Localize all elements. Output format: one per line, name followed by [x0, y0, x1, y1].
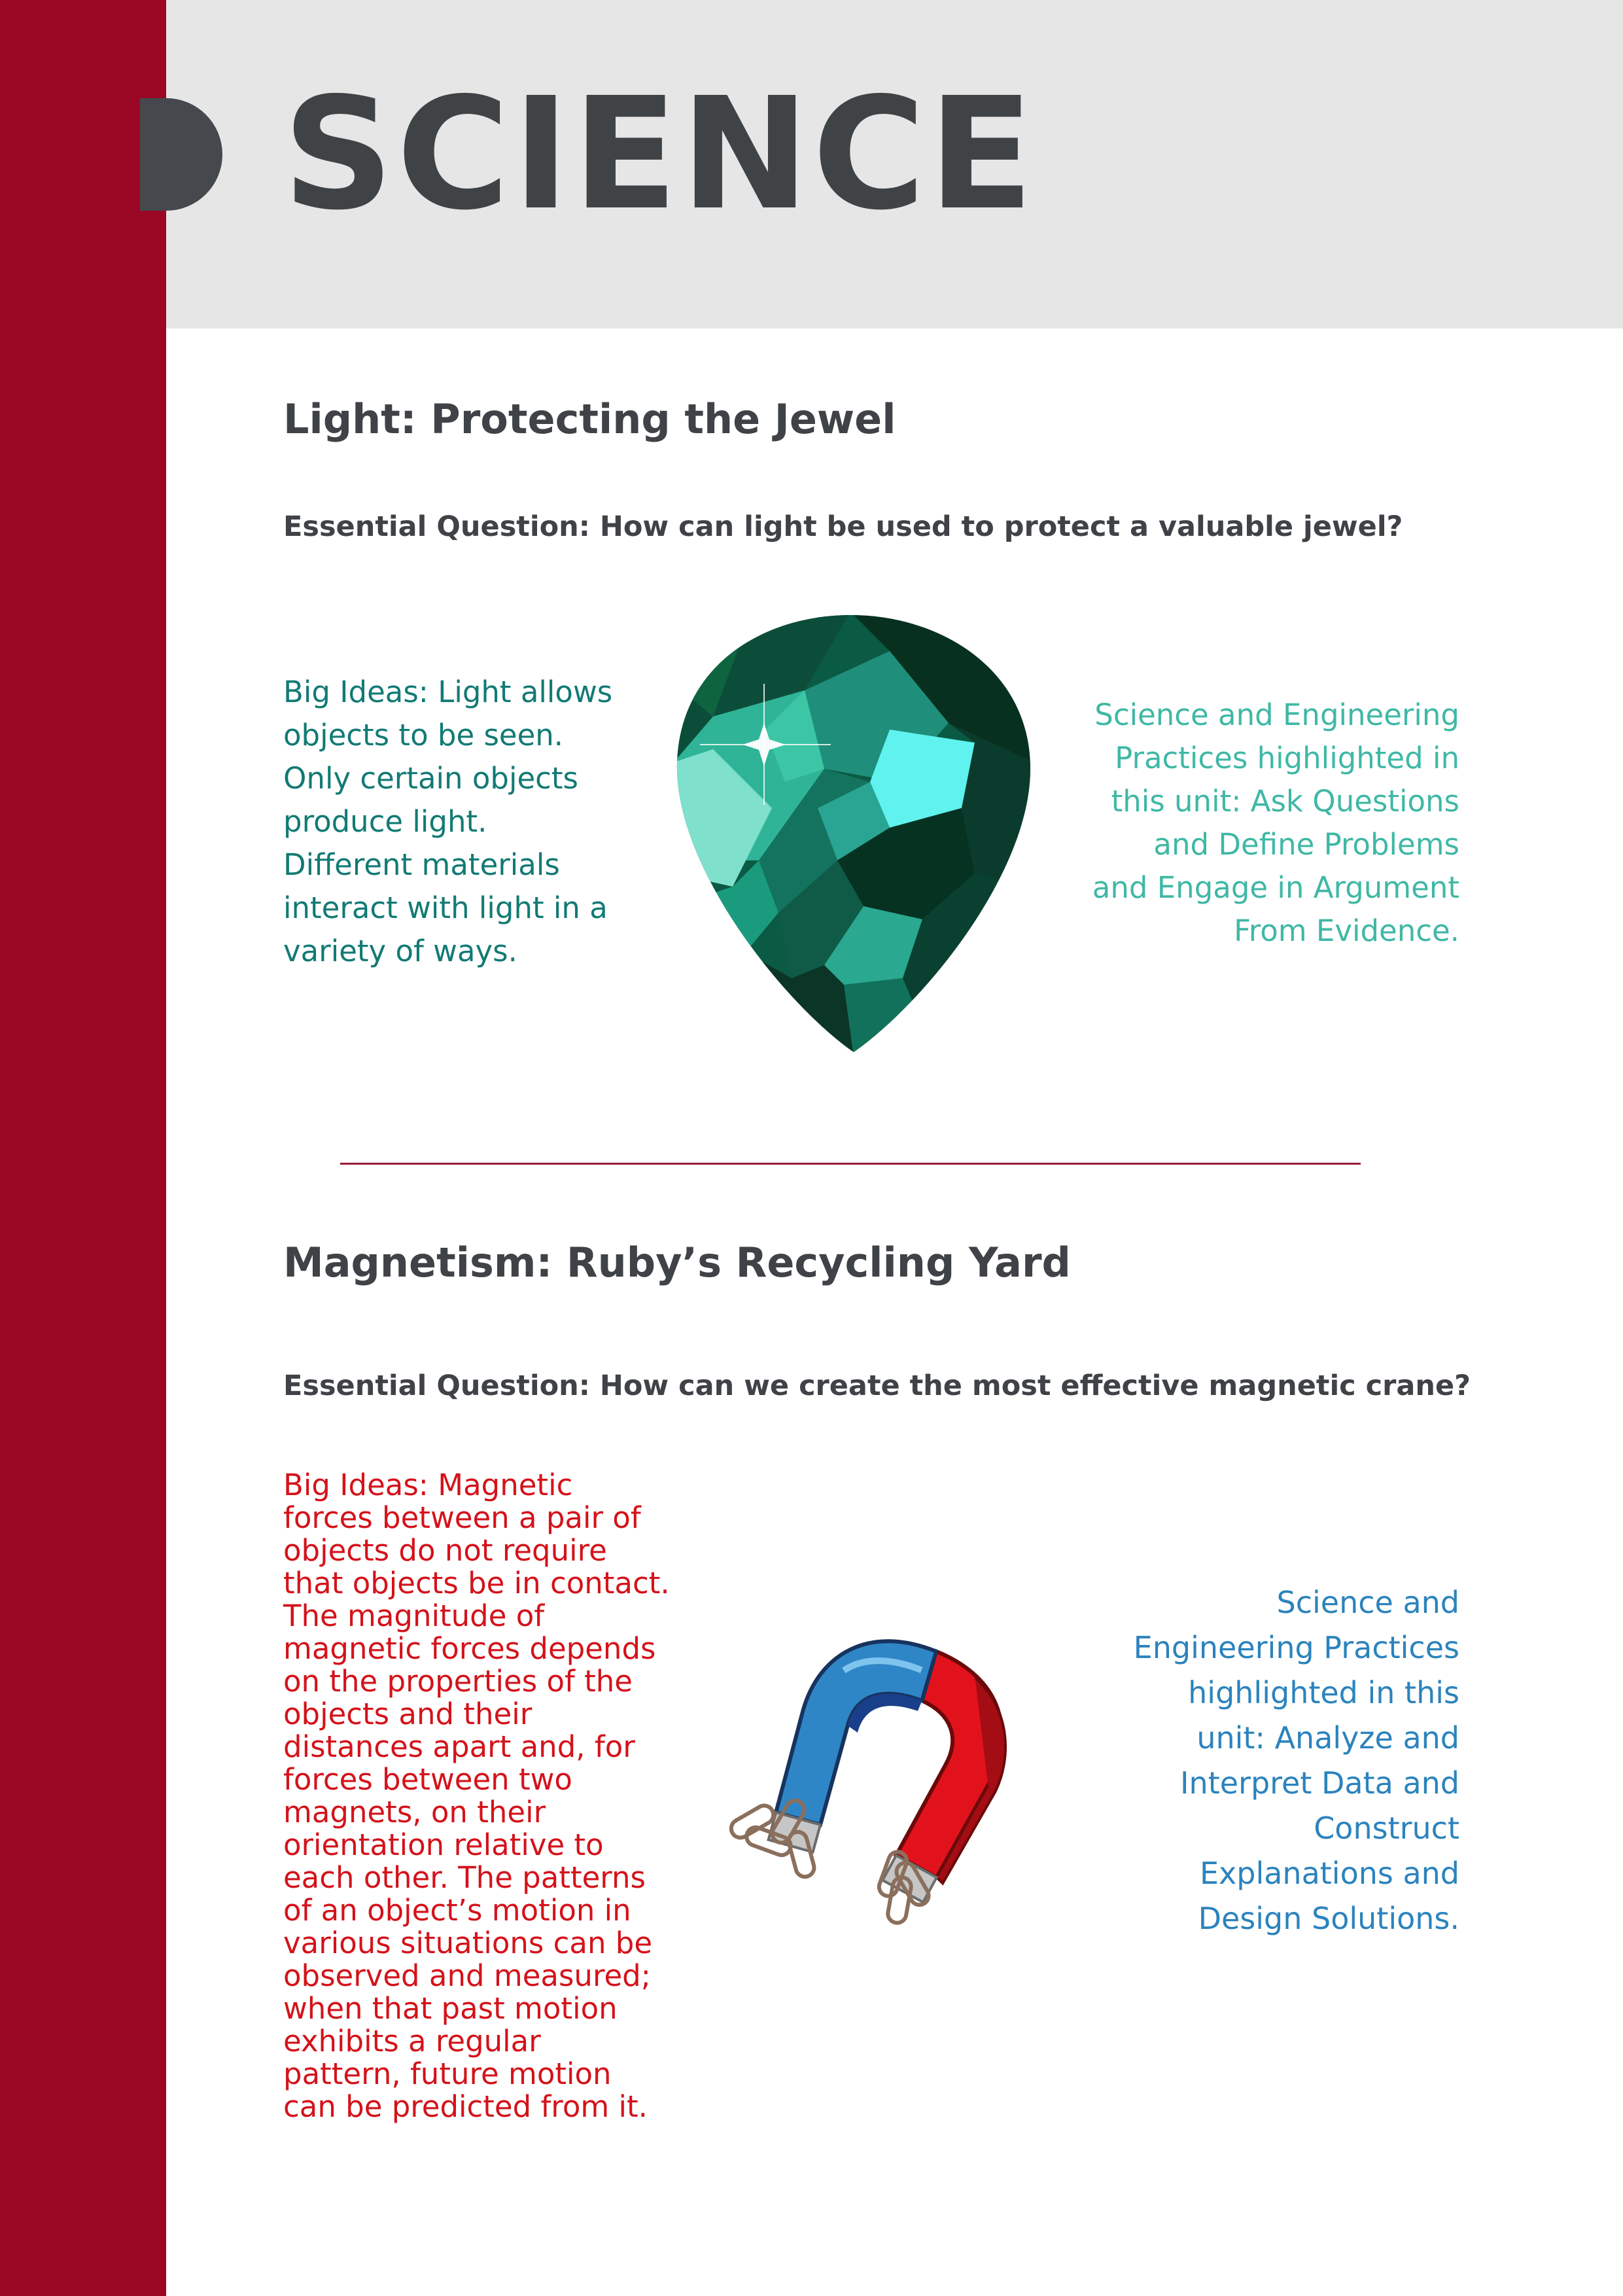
- light-big-ideas: Big Ideas: Light allows objects to be seen. Only certain objects produce light. Different materials interact with light in a variety of ways.: [283, 675, 613, 968]
- emerald-jewel-icon: [674, 612, 1034, 1057]
- horseshoe-magnet-icon: [720, 1616, 1047, 1930]
- page-title: SCIENCE: [283, 64, 1037, 244]
- light-unit-heading: Light: Protecting the Jewel: [283, 395, 896, 443]
- light-practices: Science and Engineering Practices highlighted in this unit: Ask Questions and Define Problems and Engage in Argument From Evidence.: [1092, 698, 1459, 948]
- magnetism-practices: Science and Engineering Practices highlighted in this unit: Analyze and Interpret Data and Construct Explanations and Design Solutions.: [1133, 1585, 1459, 1936]
- magnetism-big-ideas: Big Ideas: Magnetic forces between a pair of objects do not require that objects be in contact. The magnitude of magnetic forces depends on the properties of the objects and their distances apart and, for forces between two magnets, on their orientation relative to each other. The patterns of an object’s motion in various situations can be observed and measured; when that past motion exhibits a regular pattern, future motion can be predicted from it.: [283, 1468, 670, 2124]
- section-divider: [340, 1163, 1361, 1165]
- sidebar-stripe: [0, 0, 166, 2296]
- magnetism-unit-heading: Magnetism: Ruby’s Recycling Yard: [283, 1239, 1071, 1286]
- light-essential-question: Essential Question: How can light be used to protect a valuable jewel?: [283, 510, 1403, 543]
- magnetism-essential-question: Essential Question: How can we create the most effective magnetic crane?: [283, 1369, 1471, 1402]
